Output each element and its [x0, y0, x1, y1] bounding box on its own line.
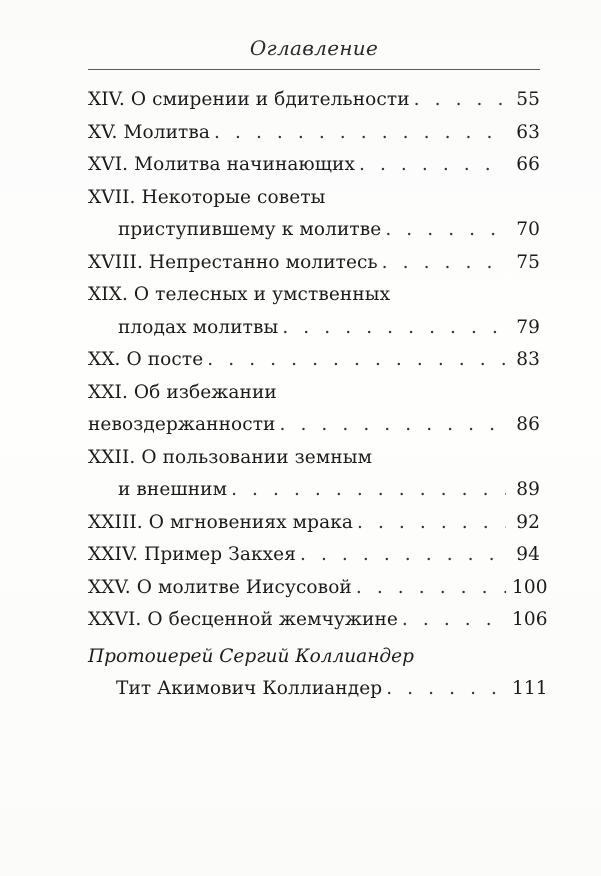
entry-title-first-line: XVII. Некоторые советы — [88, 186, 326, 208]
entry-title: XXV. О молитве Иисусовой — [88, 576, 352, 598]
entry-page-number: 70 — [516, 219, 540, 240]
toc-entry — [88, 539, 540, 572]
toc-entry — [88, 344, 540, 377]
entry-page-number: 63 — [516, 121, 540, 143]
entry-title: плодах молитвы — [118, 316, 279, 338]
toc-entry — [88, 507, 540, 540]
dot-leader — [279, 409, 506, 442]
entry-title: невоздержанности — [88, 414, 276, 435]
entry-page-number: 100 — [512, 576, 548, 598]
entry-title: XV. Молитва — [88, 121, 211, 143]
entry-page-number: 92 — [516, 511, 540, 533]
entry-page-number: 106 — [512, 609, 548, 630]
toc-entry — [88, 117, 540, 150]
entry-title: XVIII. Непрестанно молитесь — [88, 251, 378, 273]
toc-entry — [88, 604, 548, 637]
toc-entry — [88, 279, 540, 344]
dot-leader — [231, 474, 506, 507]
dot-leader — [357, 507, 506, 540]
dot-leader — [402, 604, 506, 637]
table-of-contents — [88, 84, 548, 705]
dot-leader — [414, 84, 506, 117]
dot-leader — [356, 572, 506, 605]
entry-title: XIV. О смирении и бдительности — [88, 89, 410, 110]
entry-title-first-line: XXI. Об избежании — [88, 381, 277, 403]
header-rule — [88, 69, 540, 70]
entry-page-number: 55 — [516, 89, 540, 110]
entry-page-number: 79 — [516, 316, 540, 338]
toc-entry — [88, 182, 540, 247]
dot-leader — [386, 673, 506, 706]
toc-entry — [88, 442, 540, 507]
toc-entry — [88, 377, 540, 442]
dot-leader — [382, 247, 506, 280]
dot-leader — [359, 149, 506, 182]
dot-leader — [300, 539, 506, 572]
entry-page-number: 86 — [516, 414, 540, 435]
entry-title: и внешним — [118, 479, 228, 500]
running-head: Оглавление — [249, 36, 379, 60]
entry-page-number: 89 — [516, 479, 540, 500]
appendix-author: Протоиерей Сергий Коллиандер — [88, 645, 414, 667]
dot-leader — [385, 214, 506, 247]
toc-entry — [88, 572, 548, 605]
entry-page-number: 111 — [512, 677, 548, 699]
entry-page-number: 66 — [516, 154, 540, 175]
entry-title: XXIV. Пример Закхея — [88, 544, 296, 565]
entry-title: XXVI. О бесценной жемчужине — [88, 609, 398, 630]
entry-title: приступившему к молитве — [118, 219, 382, 240]
toc-entry — [88, 673, 548, 706]
dot-leader — [207, 344, 506, 377]
toc-entry — [88, 247, 540, 280]
dot-leader — [282, 312, 506, 345]
entry-title: XVI. Молитва начинающих — [88, 154, 355, 175]
entry-title: XXIII. О мгновениях мрака — [88, 511, 353, 533]
toc-entry — [88, 84, 540, 117]
entry-title-first-line: XXII. О пользовании земным — [88, 446, 373, 468]
dot-leader — [214, 117, 506, 150]
entry-page-number: 83 — [516, 349, 540, 370]
entry-title: XX. О посте — [88, 349, 204, 370]
entry-title-first-line: XIX. О телесных и умственных — [88, 284, 391, 305]
toc-entry — [88, 149, 540, 182]
entry-page-number: 94 — [516, 544, 540, 565]
entry-page-number: 75 — [516, 251, 540, 273]
entry-title: Тит Акимович Коллиандер — [116, 677, 383, 699]
